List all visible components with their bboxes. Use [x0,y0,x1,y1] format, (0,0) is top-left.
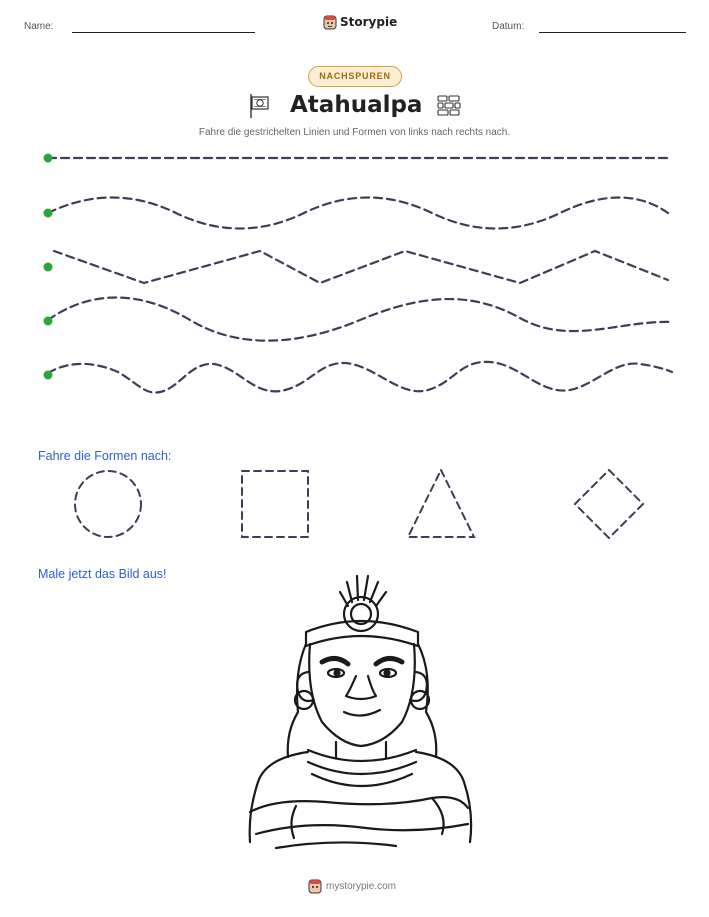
start-dot [44,263,53,272]
shapes-section-label: Fahre die Formen nach: [38,449,172,463]
start-dot [44,154,53,163]
page-title: Atahualpa [290,92,423,118]
circle-shape[interactable] [75,471,141,537]
start-dot [44,209,53,218]
tracing-lines [0,140,709,400]
triangle-shape[interactable] [408,470,474,537]
tracing-line-soft-wave[interactable] [48,198,668,229]
tracing-line-wave[interactable] [48,298,672,341]
activity-badge: NACHSPUREN [308,66,402,87]
tracing-line-bumpy-wave[interactable] [48,362,672,393]
storypie-mascot-icon [323,15,337,30]
start-dot [44,371,53,380]
banner-flag-icon [248,93,270,119]
footer-branding [308,879,408,895]
date-field[interactable] [539,32,686,33]
name-field[interactable] [72,32,255,33]
footer-site[interactable]: mystorypie.com [326,881,397,892]
brand-logo [323,14,403,32]
diamond-shape[interactable] [575,470,643,538]
name-label: Name: [24,21,54,32]
atahualpa-coloring-illustration[interactable] [236,572,476,862]
tracing-line-zigzag[interactable] [54,251,668,283]
stone-wall-icon [437,95,461,117]
square-shape[interactable] [242,471,308,537]
tracing-shapes [0,462,709,547]
instruction-text: Fahre die gestrichelten Linien und Formen von links nach rechts nach. [198,127,511,138]
coloring-section-label: Male jetzt das Bild aus! [38,567,167,581]
date-label: Datum: [492,21,525,32]
brand-name: Storypie [340,15,398,29]
start-dot [44,317,53,326]
storypie-mascot-icon [308,879,322,894]
